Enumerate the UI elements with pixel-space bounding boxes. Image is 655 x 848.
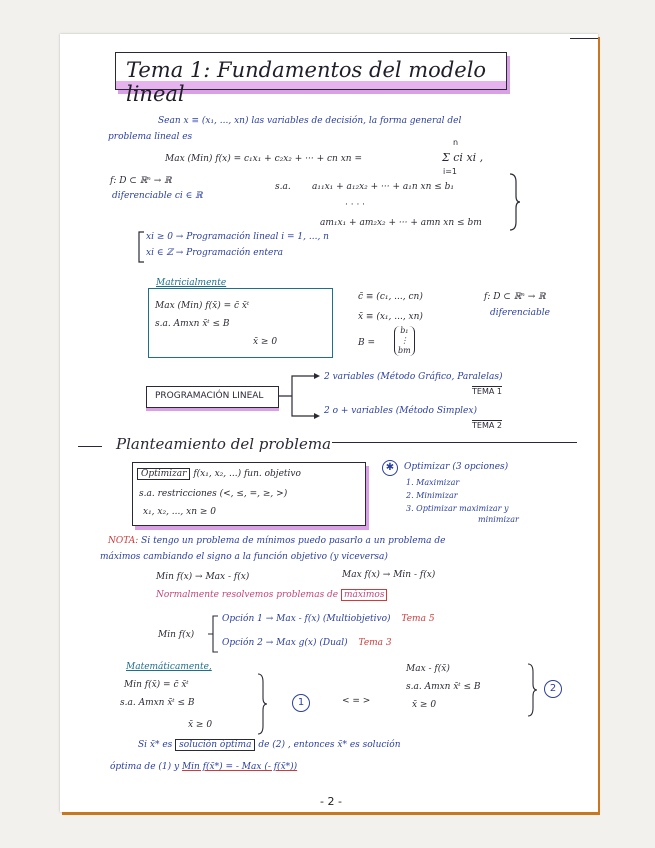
constraint-dots: · · · · <box>345 200 366 210</box>
title-box <box>115 52 507 106</box>
page-title: Tema 1: Fundamentos del modelo lineal <box>126 58 487 106</box>
option-2-row <box>222 638 392 648</box>
option-maximize: 1. Maximizar <box>406 478 460 487</box>
option-2-ref: Tema 3 <box>358 638 392 648</box>
b-vector-label: B = <box>358 338 376 348</box>
intro-line-2: problema lineal es <box>108 132 193 142</box>
option-optimize: 3. Optimizar maximizar y <box>406 504 509 513</box>
math-label: Matemáticamente, <box>126 662 212 672</box>
nota-line-1 <box>108 536 445 546</box>
matrix-model-box <box>148 288 333 358</box>
optimize-options-header: Optimizar (3 opciones) <box>404 462 509 472</box>
nota-text-2: máximos cambiando el signo a la función objetivo (y viceversa) <box>100 552 388 562</box>
linear-programming-arrows-icon <box>278 370 324 422</box>
b-vector-entry-1: b₁ <box>400 326 409 335</box>
normal-line <box>156 590 387 600</box>
type-linear: xi ≥ 0 → Programación lineal i = 1, ..., n <box>146 232 329 242</box>
math-nonneg: x̄ ≥ 0 <box>188 720 213 730</box>
final-line-2 <box>110 762 297 772</box>
normal-text: Normalmente resolvemos problemas de <box>156 590 339 600</box>
option-optimize-cont: minimizar <box>478 515 519 524</box>
tema-1-ref: TEMA 1 <box>472 387 502 396</box>
subject-to-label: s.a. <box>275 182 291 192</box>
intro-line-1: Sean x ≡ (x₁, ..., xn) las variables de decisión, la forma general del <box>158 116 462 126</box>
optimize-objective: f(x₁, x₂, ...) fun. objetivo <box>193 469 301 479</box>
section-heading: Planteamiento del problema <box>116 435 332 453</box>
math-brace-left-icon <box>256 672 268 736</box>
math-constraints: s.a. Amxn x̄ᵗ ≤ B <box>120 698 195 708</box>
math-max-constraints: s.a. Amxn x̄ᵗ ≤ B <box>406 682 481 692</box>
option-1-row <box>222 614 435 624</box>
notebook-page <box>60 34 598 812</box>
constraint-last: am₁x₁ + am₂x₂ + ··· + amn xn ≤ bm <box>320 218 482 228</box>
sum-expression: Σ ci xi , <box>442 151 484 164</box>
final-text-1a: Si x̄* es <box>138 740 173 750</box>
b-vector <box>394 326 415 356</box>
nota-text-1: Si tengo un problema de mínimos puedo pasarlo a un problema de <box>141 536 446 546</box>
x-vector-def: x̄ ≡ (x₁, ..., xn) <box>358 312 423 322</box>
asterisk-icon: ✱ <box>382 460 398 476</box>
final-equation: Min f(x̄*) = - Max (- f(x̄*)) <box>181 762 298 772</box>
matrix-label: Matricialmente <box>156 278 227 288</box>
section-rule-left <box>78 446 102 447</box>
type-integer: xi ∈ ℤ → Programación entera <box>146 248 284 258</box>
more-variables-method: 2 o + variables (Método Simplex) <box>324 406 477 416</box>
optimal-solution-term: solución óptima <box>175 739 255 751</box>
max-to-min: Max f(x) → Min - f(x) <box>342 570 436 580</box>
option-1-text: Opción 1 → Max - f(x) (Multiobjetivo) <box>222 614 391 624</box>
matrix-objective: Max (Min) f(x̄) = c̄ x̄ᵗ <box>155 301 250 311</box>
types-bracket-icon <box>136 230 146 264</box>
tema-2-ref: TEMA 2 <box>472 421 502 430</box>
optimize-objective-row <box>137 469 301 479</box>
two-variables-method: 2 variables (Método Gráfico, Paralelas) <box>324 372 503 382</box>
option-2-text: Opción 2 → Max g(x) (Dual) <box>222 638 348 648</box>
nota-label: NOTA: <box>108 536 139 546</box>
matrix-constraints: s.a. Amxn x̄ᵗ ≤ B <box>155 319 230 329</box>
linear-programming-box <box>146 386 279 408</box>
constraint-first: a₁₁x₁ + a₁₂x₂ + ··· + a₁n xn ≤ b₁ <box>312 182 455 192</box>
matrix-domain: f: D ⊂ ℝⁿ → ℝ <box>484 292 546 302</box>
optimize-nonneg: x₁, x₂, ..., xn ≥ 0 <box>143 507 216 517</box>
math-brace-right-icon <box>526 662 538 718</box>
b-vector-entry-2: ⋮ <box>400 336 409 345</box>
problem-2-badge: 2 <box>544 680 562 698</box>
options-bracket-icon <box>208 614 220 654</box>
final-text-2a: óptima de (1) y <box>110 762 180 772</box>
c-vector-def: c̄ ≡ (c₁, ..., cn) <box>358 292 423 302</box>
optimize-word: Optimizar <box>137 468 190 480</box>
optimize-box <box>132 462 366 526</box>
maximos-word: máximos <box>341 589 387 601</box>
math-min-objective: Min f(x̄) = c̄ x̄ᵗ <box>124 680 189 690</box>
constraint-brace-icon <box>508 172 522 232</box>
function-differentiable: diferenciable ci ∈ ℝ <box>112 191 203 201</box>
math-max-nonneg: x̄ ≥ 0 <box>412 700 437 710</box>
sum-top: n <box>453 138 459 147</box>
function-domain: f: D ⊂ ℝⁿ → ℝ <box>110 176 172 186</box>
min-to-max: Min f(x) → Max - f(x) <box>156 572 250 582</box>
optimize-constraints: s.a. restricciones (<, ≤, =, ≥, >) <box>139 489 288 499</box>
min-f-label: Min f(x) <box>158 630 195 640</box>
matrix-nonneg: x̄ ≥ 0 <box>253 337 278 347</box>
top-divider <box>570 38 598 39</box>
option-1-ref: Tema 5 <box>401 614 435 624</box>
final-text-1c: de (2) , entonces x̄* es solución <box>258 740 401 750</box>
page-number: - 2 - <box>320 795 342 808</box>
matrix-differentiable: diferenciable <box>490 308 550 318</box>
objective-function: Max (Min) f(x) = c₁x₁ + c₂x₂ + ··· + cn xn = <box>165 154 362 164</box>
sum-bottom: i=1 <box>443 167 458 176</box>
b-vector-entry-3: bm <box>398 346 411 355</box>
final-line-1 <box>138 740 401 750</box>
problem-1-badge: 1 <box>292 694 310 712</box>
section-rule-right <box>332 442 577 443</box>
linear-programming-label: PROGRAMACIÓN LINEAL <box>155 391 264 401</box>
equivalence-symbol: < = > <box>342 696 371 706</box>
math-max-objective: Max - f(x̄) <box>406 664 450 674</box>
option-minimize: 2. Minimizar <box>406 491 458 500</box>
